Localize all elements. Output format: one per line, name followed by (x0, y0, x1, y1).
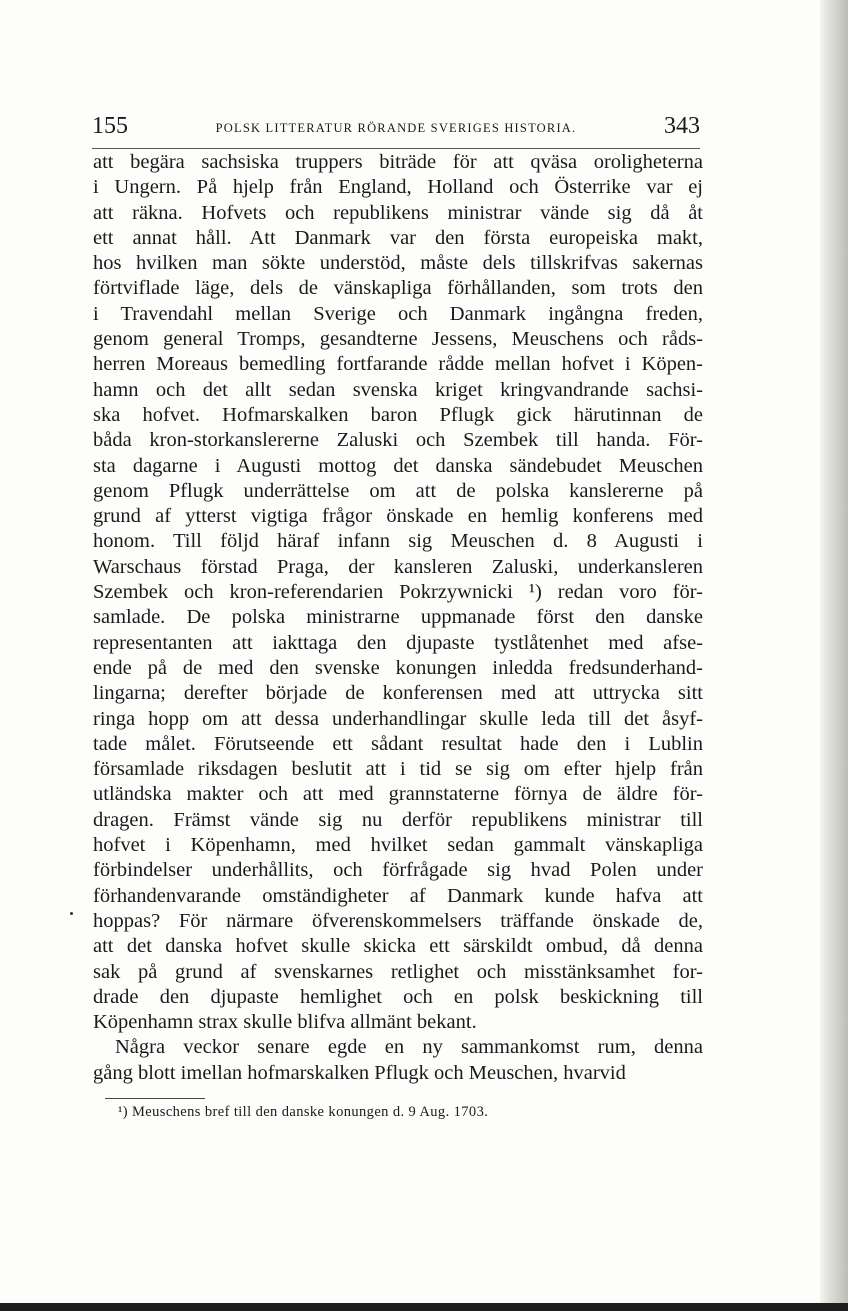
text-line: ett annat håll. Att Danmark var den första europeiska makt, (93, 226, 703, 249)
text-line: ringa hopp om att dessa underhandlingar skulle leda till det åsyf- (93, 707, 703, 730)
text-line: sak på grund af svenskarnes retlighet och misstänksamhet for- (93, 960, 703, 983)
text-line: gång blott imellan hofmarskalken Pflugk och Meuschen, hvarvid (93, 1061, 626, 1084)
text-line: drade den djupaste hemlighet och en polsk beskickning till (93, 985, 703, 1008)
running-header (92, 111, 700, 141)
text-line: ska hofvet. Hofmarskalken baron Pflugk gick härutinnan de (93, 403, 703, 426)
right-page-number: 343 (664, 113, 700, 139)
text-line: hofvet i Köpenhamn, med hvilket sedan gammalt vänskapliga (93, 834, 703, 857)
text-line: hamn och det allt sedan svenska kriget kringvandrande sachsi- (93, 378, 703, 401)
scan-bottom-edge (0, 1303, 848, 1311)
text-line: Några veckor senare egde en ny sammankomst rum, denna (115, 1036, 703, 1059)
running-title: POLSK LITTERATUR RÖRANDE SVERIGES HISTORIA. (215, 121, 577, 135)
text-line: hos hvilken man sökte understöd, måste dels tillskrifvas sakernas (93, 252, 703, 275)
text-line: förhandenvarande omständigheter af Danmark kunde hafva att (93, 884, 703, 907)
left-page-number: 155 (92, 113, 128, 139)
text-line: grund af ytterst vigtiga frågor önskade en hemlig konferens med (93, 505, 703, 528)
text-line: Warschaus förstad Praga, der kansleren Zaluski, underkansleren (93, 555, 703, 578)
text-line: hoppas? För närmare öfverenskommelsers träffande önskade de, (93, 909, 703, 932)
header-rule (92, 148, 700, 149)
text-line: Köpenhamn strax skulle blifva allmänt bekant. (93, 1011, 477, 1034)
text-line: dragen. Främst vände sig nu derför republikens ministrar till (93, 808, 703, 831)
margin-mark (70, 912, 73, 915)
text-line: att det danska hofvet skulle skicka ett särskildt ombud, då denna (93, 935, 703, 958)
text-line: att räkna. Hofvets och republikens ministrar vände sig då åt (93, 201, 703, 224)
body-text (93, 150, 703, 1086)
text-line: genom general Tromps, gesandterne Jessens, Meuschens och råds- (93, 328, 703, 351)
text-line: ende på de med den svenske konungen inledda fredsunderhand- (93, 656, 703, 679)
text-line: församlade riksdagen beslutit att i tid se sig om efter hjelp från (93, 758, 703, 781)
text-line: i Ungern. På hjelp från England, Holland och Österrike var ej (93, 176, 703, 199)
text-line: båda kron-storkanslererne Zaluski och Szembek till handa. För- (93, 429, 703, 452)
text-line: Szembek och kron-referendarien Pokrzywnicki ¹) redan voro för- (93, 581, 703, 604)
text-line: utländska makter och att med grannstaterne förnya de äldre för- (93, 783, 703, 806)
text-line: förbindelser underhållits, och förfrågade sig hvad Polen under (93, 859, 703, 882)
text-line: samlade. De polska ministrarne uppmanade först den danske (93, 606, 703, 629)
page-edge-shadow (820, 0, 848, 1311)
text-line: honom. Till följd häraf infann sig Meuschen d. 8 Augusti i (93, 530, 703, 553)
text-line: att begära sachsiska truppers biträde för att qväsa oroligheterna (93, 151, 703, 173)
text-line: herren Moreaus bemedling fortfarande rådde mellan hofvet i Köpen- (93, 353, 703, 376)
footnote-rule (105, 1098, 205, 1099)
text-line: lingarna; derefter började de konferensen med att uttrycka sitt (93, 682, 703, 705)
text-line: i Travendahl mellan Sverige och Danmark ingångna freden, (93, 302, 703, 325)
text-line: tade målet. Förutseende ett sådant resultat hade den i Lublin (93, 732, 703, 755)
text-line: representanten att iakttaga den djupaste tystlåtenhet med afse- (93, 631, 703, 654)
text-line: genom Pflugk underrättelse om att de polska kanslererne på (93, 479, 703, 502)
text-line: förtviflade läge, dels de vänskapliga förhållanden, som trots den (93, 277, 703, 300)
footnote: ¹) Meuschens bref till den danske konungen d. 9 Aug. 1703. (118, 1104, 489, 1120)
text-line: sta dagarne i Augusti mottog det danska sändebudet Meuschen (93, 454, 703, 477)
